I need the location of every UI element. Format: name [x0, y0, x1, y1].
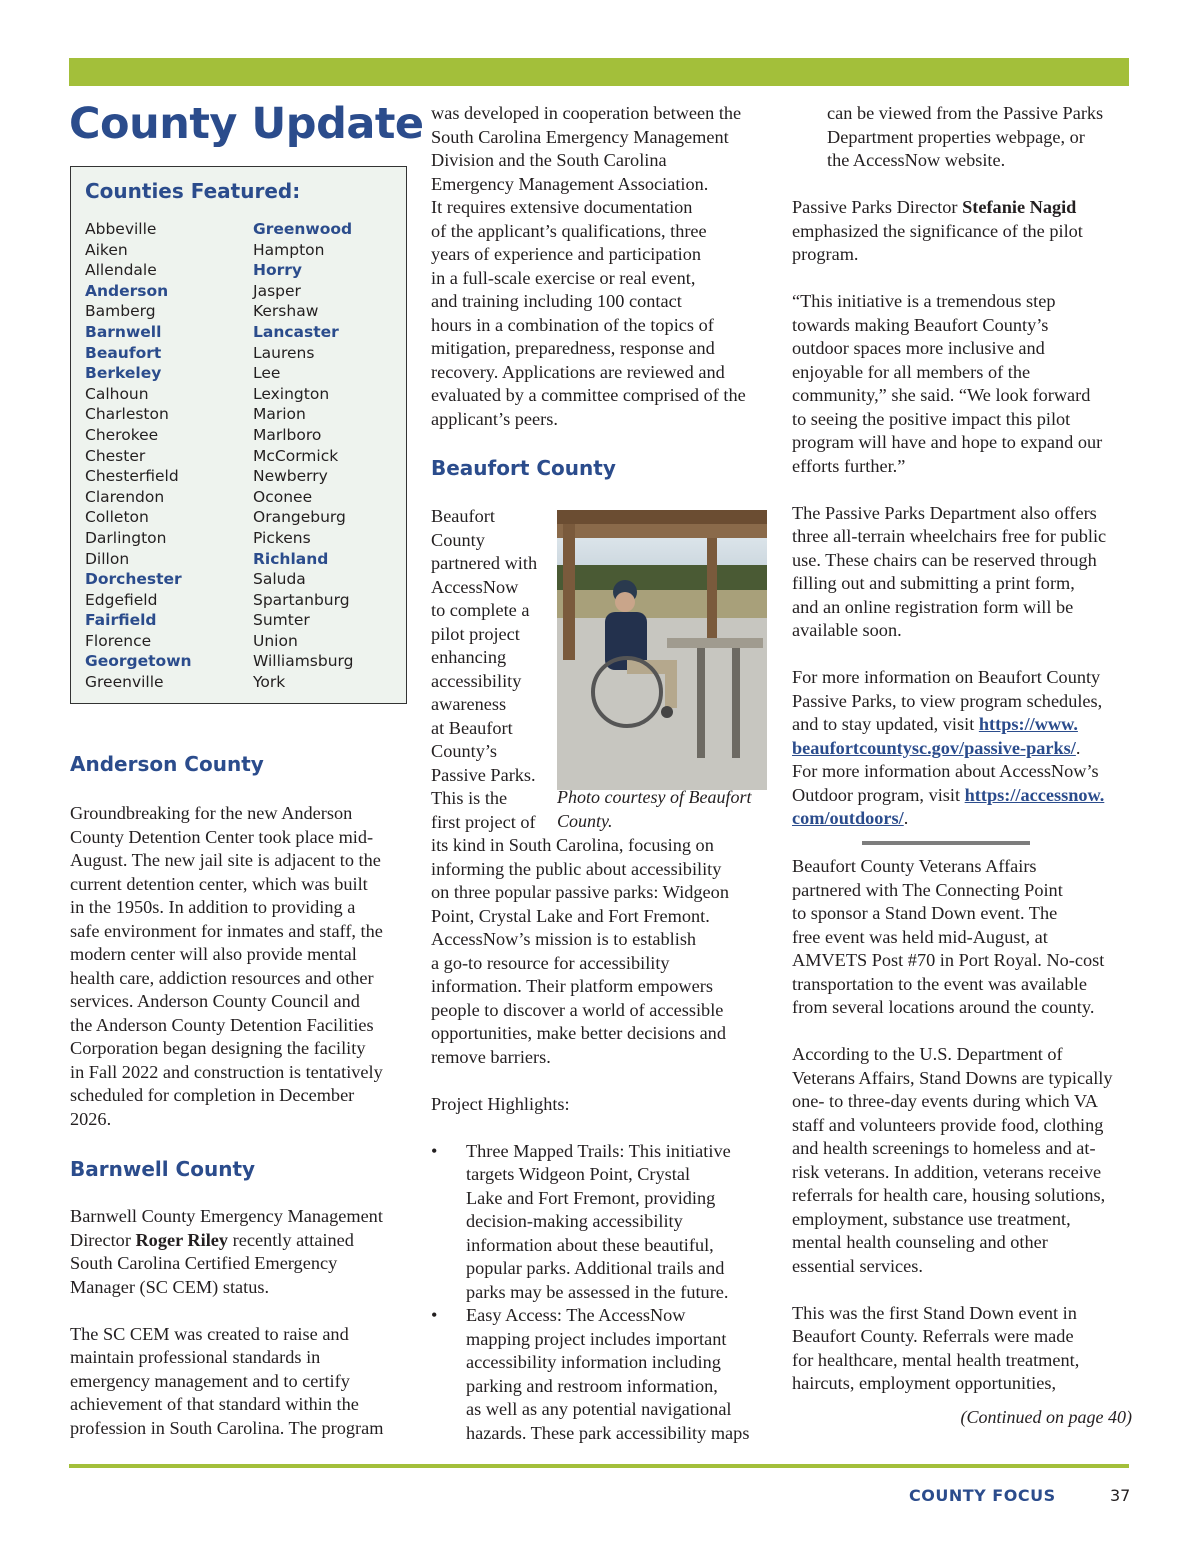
text-line: haircuts, employment opportunities, — [792, 1373, 1057, 1393]
county-list-item: Newberry — [253, 467, 328, 486]
county-list-item: Anderson — [85, 281, 169, 300]
text-line: Lake and Fort Fremont, providing — [466, 1187, 716, 1208]
middle-column-top — [431, 102, 776, 431]
man-in-wheelchair-at-picnic-table-image — [557, 510, 767, 790]
barnwell-text — [70, 1252, 410, 1299]
text-line: essential services. — [792, 1255, 923, 1276]
text-line: at Beaufort — [431, 717, 513, 738]
barnwell-director-line: Director Roger Riley recently attained — [70, 1229, 354, 1250]
quote-text — [792, 290, 1137, 478]
stefanie-nagid-name: Stefanie Nagid — [962, 197, 1077, 217]
text-line: The SC CEM was created to raise and — [70, 1323, 349, 1344]
project-highlights-label: Project Highlights: — [431, 1093, 570, 1114]
text-line: transportation to the event was available — [792, 973, 1087, 994]
roger-riley-name: Roger Riley — [135, 1229, 229, 1250]
text-line: South Carolina Emergency Management — [431, 126, 729, 147]
county-list-item: McCormick — [253, 446, 339, 465]
text-line: of the applicant’s qualifications, three — [431, 220, 707, 241]
text-line: services. Anderson County Council and — [70, 991, 360, 1011]
text-line: This is the — [431, 788, 508, 808]
text-line: AccessNow’s mission is to establish — [431, 929, 697, 949]
text-line: risk veterans. In addition, veterans receive — [792, 1161, 1102, 1182]
county-list-item: Marlboro — [253, 425, 322, 444]
text-line: modern center will also provide mental — [70, 944, 357, 964]
text-line: outdoor spaces more inclusive and — [792, 338, 1045, 358]
text-line: AccessNow — [431, 576, 519, 597]
county-list-item: Lexington — [253, 384, 330, 403]
county-list-item: Charleston — [85, 405, 169, 424]
text-line: For more information on Beaufort County — [792, 667, 1101, 687]
text-line: profession in South Carolina. The program — [70, 1417, 384, 1438]
text-line: hours in a combination of the topics of — [431, 314, 714, 335]
text-line: AMVETS Post #70 in Port Royal. No-cost — [792, 950, 1105, 970]
text-line: This was the first Stand Down event in — [792, 1302, 1077, 1323]
barnwell-county-article — [70, 1205, 410, 1440]
text-line: to complete a — [431, 600, 530, 620]
text-line: pilot project — [431, 623, 520, 644]
county-list-item: Greenville — [85, 673, 164, 692]
text-line: for healthcare, mental health treatment, — [792, 1349, 1080, 1370]
county-list-item: Pickens — [253, 528, 311, 547]
text-line: can be viewed from the Passive Parks — [827, 103, 1104, 123]
county-list-column-a — [85, 219, 192, 693]
sc-cem-text — [70, 1323, 410, 1441]
text-line: popular parks. Additional trails and — [466, 1258, 725, 1278]
county-list-item: Colleton — [85, 508, 149, 527]
text-line: as well as any potential navigational — [466, 1399, 732, 1419]
text-line: scheduled for completion in December — [70, 1085, 355, 1105]
county-list-column-b — [253, 219, 354, 693]
text-line: partnered with The Connecting Point — [792, 879, 1063, 900]
footer-publication-label: COUNTY FOCUS — [909, 1486, 1056, 1505]
county-list-item: Edgefield — [85, 590, 158, 609]
text-line: mental health counseling and other — [792, 1232, 1048, 1252]
accessnow-outdoors-link[interactable]: https://accessnow. — [964, 784, 1105, 805]
county-list-item: Hampton — [253, 240, 325, 259]
director-line: Passive Parks Director Stefanie Nagid — [792, 197, 1077, 217]
text-line: Corporation began designing the facility — [70, 1038, 366, 1058]
text-line: and health screenings to homeless and at- — [792, 1138, 1096, 1158]
text-line: County Detention Center took place mid- — [70, 826, 374, 847]
county-list-item: Jasper — [253, 281, 301, 300]
county-list-item: Horry — [253, 261, 303, 280]
text-line: decision-making accessibility — [466, 1211, 683, 1231]
text-line: enhancing — [431, 647, 507, 667]
county-list-item: Saluda — [253, 570, 306, 589]
county-list-item: Spartanburg — [253, 590, 350, 609]
county-list-item: Richland — [253, 549, 329, 568]
text-line: referrals for health care, housing solutions, — [792, 1185, 1106, 1205]
text-line: and training including 100 contact — [431, 291, 682, 311]
text-line: The Passive Parks Department also offers — [792, 502, 1097, 523]
text-line: free event was held mid-August, at — [792, 926, 1048, 947]
bottom-accent-rule — [69, 1464, 1129, 1468]
text-line: • Three Mapped Trails: This initiative — [466, 1140, 731, 1161]
county-list-item: Lee — [253, 364, 281, 383]
text-line: one- to three-day events during which VA — [792, 1091, 1098, 1111]
text-line: parks may be assessed in the future. — [466, 1281, 729, 1302]
text-line: in Fall 2022 and construction is tentatively — [70, 1061, 383, 1082]
veterans-article — [792, 855, 1137, 1396]
beaufort-wrap-text — [431, 505, 561, 834]
county-list-item: Williamsburg — [253, 652, 354, 671]
first-stand-down-text — [792, 1302, 1137, 1396]
county-list-item: Lancaster — [253, 322, 339, 341]
text-line: Point, Crystal Lake and Fort Fremont. — [431, 905, 710, 926]
text-line: applicant’s peers. — [431, 408, 558, 429]
text-line: Beaufort — [431, 506, 495, 526]
text-line: program will have and hope to expand our — [792, 432, 1103, 452]
text-line: awareness — [431, 694, 507, 714]
continued-note: (Continued on page 40) — [960, 1407, 1132, 1427]
page-title: County Update — [69, 99, 424, 149]
highlight-bullet-trails — [431, 1140, 776, 1305]
county-list-item: Aiken — [85, 240, 128, 259]
text-line: program. — [792, 244, 859, 264]
text-line: targets Widgeon Point, Crystal — [466, 1164, 691, 1184]
county-list-item: Cherokee — [85, 425, 159, 444]
photo-caption: Photo courtesy of Beaufort County. — [557, 787, 752, 831]
text-line: maintain professional standards in — [70, 1347, 321, 1367]
county-list-item: Calhoun — [85, 384, 149, 403]
county-list-item: Barnwell — [85, 322, 162, 341]
text-line: Manager (SC CEM) status. — [70, 1276, 270, 1297]
text-line: in a full-scale exercise or real event, — [431, 267, 696, 288]
passive-parks-link-continued[interactable]: beaufortcountysc.gov/passive-parks/ — [792, 737, 1076, 758]
text-line: enjoyable for all members of the — [792, 361, 1031, 382]
footer-page-number: 37 — [1110, 1486, 1131, 1505]
beaufort-park-photo — [557, 510, 767, 790]
section-divider — [862, 841, 1030, 845]
text-line: According to the U.S. Department of — [792, 1044, 1063, 1064]
text-line: parking and restroom information, — [466, 1375, 718, 1396]
text-line: safe environment for inmates and staff, the — [70, 920, 383, 941]
text-line: partnered with — [431, 553, 538, 573]
stand-down-text — [792, 1043, 1137, 1278]
text-line: to seeing the positive impact this pilot — [792, 408, 1071, 429]
text-line: on three popular passive parks: Widgeon — [431, 882, 729, 902]
text-line: three all-terrain wheelchairs free for public — [792, 526, 1107, 546]
wheelchairs-text — [792, 502, 1137, 643]
text-line: emergency management and to certify — [70, 1370, 350, 1391]
beaufort-county-heading: Beaufort County — [431, 456, 616, 480]
text-line: staff and volunteers provide food, clothing — [792, 1114, 1104, 1135]
county-list-item: Orangeburg — [253, 508, 346, 527]
county-list-item: Fairfield — [85, 611, 157, 630]
accessnow-text — [431, 834, 776, 1069]
county-list-item: Bamberg — [85, 302, 156, 321]
text-line: “This initiative is a tremendous step — [792, 291, 1056, 311]
text-line: Groundbreaking for the new Anderson — [70, 803, 353, 823]
sc-cem-continued-text — [431, 102, 776, 431]
text-line: 2026. — [70, 1108, 112, 1129]
text-line: hazards. These park accessibility maps — [466, 1422, 750, 1443]
text-line: Emergency Management Association. — [431, 173, 709, 194]
county-list-item: Beaufort — [85, 343, 162, 362]
text-line: informing the public about accessibility — [431, 858, 722, 879]
text-line: Division and the South Carolina — [431, 150, 667, 170]
text-line: accessibility — [431, 670, 522, 691]
text-line: recovery. Applications are reviewed and — [431, 361, 725, 382]
text-line: the Anderson County Detention Facilities — [70, 1014, 374, 1035]
county-list-item: Laurens — [253, 343, 315, 362]
text-line: a go-to resource for accessibility — [431, 952, 670, 973]
county-list-item: York — [253, 673, 286, 692]
barnwell-county-heading: Barnwell County — [70, 1157, 256, 1181]
text-line: Passive Parks. — [431, 764, 536, 785]
text-line: was developed in cooperation between the — [431, 103, 742, 123]
anderson-county-heading: Anderson County — [70, 752, 264, 776]
text-line: mapping project includes important — [466, 1328, 727, 1349]
text-line: It requires extensive documentation — [431, 197, 693, 217]
text-line: use. These chairs can be reserved through — [792, 549, 1097, 570]
text-line: filling out and submitting a print form, — [792, 573, 1075, 593]
counties-featured-box — [70, 166, 407, 704]
text-line: remove barriers. — [431, 1046, 551, 1067]
text-line: information. Their platform empowers — [431, 976, 713, 996]
county-list-item: Berkeley — [85, 364, 162, 383]
text-line: accessibility information including — [466, 1352, 721, 1372]
text-line: first project of — [431, 811, 536, 832]
text-line: County — [431, 529, 485, 550]
county-list-item: Dillon — [85, 549, 130, 568]
text-line: community,” she said. “We look forward — [792, 385, 1091, 405]
text-line: achievement of that standard within the — [70, 1394, 359, 1414]
text-line: employment, substance use treatment, — [792, 1208, 1071, 1229]
text-line: available soon. — [792, 620, 902, 640]
county-list-item: Georgetown — [85, 652, 192, 671]
text-line: health care, addiction resources and other — [70, 967, 374, 988]
top-accent-bar — [69, 58, 1129, 86]
text-line: years of experience and participation — [431, 244, 702, 264]
county-list-item: Marion — [253, 405, 306, 424]
text-line: current detention center, which was built — [70, 873, 368, 894]
county-list-item: Darlington — [85, 528, 167, 547]
county-list-item: Chester — [85, 446, 146, 465]
text-line: emphasized the significance of the pilot — [792, 220, 1083, 241]
county-list-item: Dorchester — [85, 570, 182, 589]
text-line: its kind in South Carolina, focusing on — [431, 835, 714, 855]
veterans-text — [792, 855, 1137, 1020]
text-line: towards making Beaufort County’s — [792, 314, 1049, 335]
text-line: evaluated by a committee comprised of the — [431, 385, 746, 405]
text-line: and an online registration form will be — [792, 596, 1074, 617]
text-line: people to discover a world of accessible — [431, 999, 724, 1020]
text-line: mitigation, preparedness, response and — [431, 338, 715, 358]
right-column: can be viewed from the Passive Parks Department properties webpage, or the AccessNow website. Passive Parks Director Stefanie Nagid emphasized the significance of the pilot program. “This initiative is a tremendous step towards making Beaufort County’s outdoor spaces more inclusive and enjoyable for all members of the community,” she said. “We look forward to seeing the positive impact this pilot program will have and hope to expand our efforts further.” The Passive Parks Department also offers three all-terrain wheelchairs free for public use. These chairs can be reserved through filling out and submitting a print form, and an online registration form will be available soon. For more information on Beaufort County Passive Parks, to view program schedules, and to stay updated, visit https://www. beaufortcountysc.gov/passive-parks/. For more information about AccessNow’s Outdoor program, visit https://accessnow. com/outdoors/. — [792, 102, 1137, 831]
text-line: opportunities, make better decisions and — [431, 1023, 726, 1043]
passive-parks-link[interactable]: https://www. — [978, 714, 1078, 734]
text-line: in the 1950s. In addition to providing a — [70, 897, 356, 917]
middle-column-body — [431, 834, 776, 1445]
county-list-item: Greenwood — [253, 220, 353, 238]
county-list-item: Florence — [85, 631, 152, 650]
text-line: to sponsor a Stand Down event. The — [792, 903, 1058, 923]
text-line: Beaufort County Veterans Affairs — [792, 856, 1037, 876]
county-list-item: Kershaw — [253, 302, 319, 321]
text-line: efforts further.” — [792, 455, 906, 476]
text-line: the AccessNow website. — [827, 150, 1006, 170]
text-line: Passive Parks, to view program schedules, — [792, 690, 1103, 711]
highlight-bullet-easy-access — [431, 1304, 776, 1445]
text-line: • Easy Access: The AccessNow — [466, 1305, 686, 1325]
anderson-county-text — [70, 802, 410, 1131]
text-line: Veterans Affairs, Stand Downs are typically — [792, 1067, 1113, 1088]
text-line: South Carolina Certified Emergency — [70, 1253, 338, 1273]
county-list-item: Sumter — [253, 611, 310, 630]
county-list-item: Union — [253, 631, 298, 650]
text-line: August. The new jail site is adjacent to the — [70, 850, 381, 870]
county-list-item: Oconee — [253, 487, 313, 506]
text-line: County’s — [431, 741, 498, 761]
county-list-item: Chesterfield — [85, 467, 179, 486]
accessnow-outdoors-link-continued[interactable]: com/outdoors/ — [792, 808, 904, 828]
text-line: Beaufort County. Referrals were made — [792, 1326, 1074, 1346]
anderson-county-article — [70, 802, 410, 1131]
county-list-item: Allendale — [85, 261, 157, 280]
barnwell-text-line: Barnwell County Emergency Management — [70, 1206, 383, 1226]
text-line: Department properties webpage, or — [827, 126, 1085, 147]
text-line: from several locations around the county. — [792, 997, 1095, 1017]
maps-continued-text — [792, 102, 1137, 173]
text-line: information about these beautiful, — [466, 1234, 714, 1255]
county-list-item: Clarendon — [85, 487, 165, 506]
counties-featured-heading: Counties Featured: — [85, 179, 301, 203]
county-list-item: Abbeville — [85, 220, 157, 238]
